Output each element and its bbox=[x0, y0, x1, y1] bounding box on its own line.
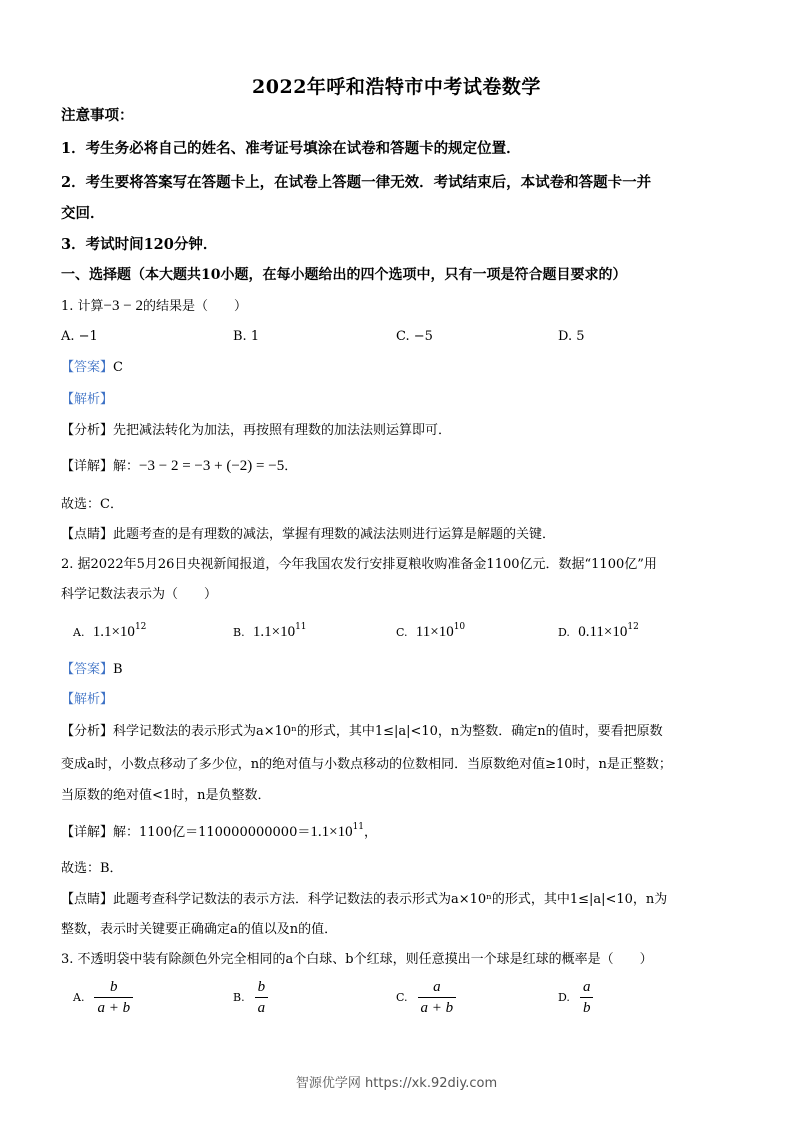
q2-detail-base: 1.1×10 bbox=[310, 824, 353, 840]
q1-fenxi bbox=[61, 422, 732, 440]
q1-stem bbox=[61, 297, 732, 316]
q1-option-b: B. 1 bbox=[233, 329, 260, 344]
q3-option-a-numerator: b bbox=[94, 977, 133, 998]
q1-detail-pre: 解： bbox=[113, 459, 140, 474]
fenxi-label: 【分析】 bbox=[61, 724, 114, 739]
q2-comment-line-1 bbox=[61, 891, 732, 909]
q3-option-a bbox=[73, 977, 133, 1018]
q2-option-a-base: 1.1×10 bbox=[92, 624, 135, 640]
q3-option-c-denominator: a + b bbox=[420, 1000, 454, 1016]
q3-option-d-fraction bbox=[580, 977, 594, 1018]
analysis-label: 【解析】 bbox=[61, 692, 114, 707]
q2-option-d bbox=[558, 624, 639, 641]
q1-answer-value: C bbox=[113, 360, 123, 375]
q2-option-b bbox=[233, 624, 307, 641]
q3-option-b-numerator: b bbox=[255, 977, 269, 998]
comment-label: 【点睛】 bbox=[61, 892, 114, 907]
q2-detail-pre: 解：1100亿＝110000000000＝ bbox=[113, 825, 311, 840]
q3-option-a-denominator: a + b bbox=[97, 1000, 131, 1016]
q1-option-c: C. −5 bbox=[396, 329, 433, 344]
detail-label: 【详解】 bbox=[61, 825, 114, 840]
footer-watermark[interactable]: 智源优学网 https://xk.92diy.com bbox=[295, 1076, 498, 1091]
q3-option-a-fraction bbox=[94, 977, 133, 1018]
q2-choose: 故选：B． bbox=[61, 861, 123, 876]
answer-label: 【答案】 bbox=[61, 360, 114, 375]
q3-option-b-fraction bbox=[255, 977, 269, 1018]
q2-option-b-exp: 11 bbox=[295, 622, 307, 632]
q3-option-a-letter: A. bbox=[73, 991, 85, 1004]
section-title: 一、选择题（本大题共10小题，在每小题给出的四个选项中，只有一项是符合题目要求的） bbox=[61, 267, 627, 283]
q2-option-d-letter: D. bbox=[558, 626, 570, 639]
q1-stem-expr: −3 − 2 bbox=[103, 298, 143, 314]
q3-option-d-numerator: a bbox=[580, 977, 594, 998]
q1-detail bbox=[61, 457, 732, 476]
q2-analysis bbox=[61, 691, 732, 709]
q2-stem-line-1: 2. 据2022年5月26日央视新闻报道，今年我国农发行安排夏粮收购准备金1100亿元．数据“1100亿”用 bbox=[61, 557, 657, 572]
notes-heading: 注意事项： bbox=[61, 107, 134, 124]
q2-stem-line-2: 科学记数法表示为（ ） bbox=[61, 587, 218, 602]
q2-fenxi-line-2: 变成a时，小数点移动了多少位，n的绝对值与小数点移动的位数相同．当原数绝对值≥10时，n是正整数； bbox=[61, 757, 672, 772]
q2-comment-text-1: 此题考查科学记数法的表示方法．科学记数法的表示形式为a×10ⁿ的形式，其中1≤|a|<10，n为 bbox=[113, 892, 668, 907]
analysis-label: 【解析】 bbox=[61, 392, 114, 407]
q1-detail-post: ． bbox=[284, 459, 298, 474]
q2-fenxi-line-1 bbox=[61, 723, 732, 741]
q2-option-b-letter: B. bbox=[233, 626, 245, 639]
q1-analysis bbox=[61, 391, 732, 409]
answer-label: 【答案】 bbox=[61, 662, 114, 677]
q3-option-c-fraction bbox=[418, 977, 457, 1018]
q1-comment bbox=[61, 526, 732, 544]
q2-option-a bbox=[73, 624, 146, 641]
q2-detail bbox=[61, 823, 732, 842]
q1-answer bbox=[61, 359, 732, 377]
q3-stem: 3. 不透明袋中装有除颜色外完全相同的a个白球、b个红球，则任意摸出一个球是红球的概率是（ ） bbox=[61, 952, 653, 967]
q3-option-d-denominator: b bbox=[582, 1000, 591, 1016]
q3-option-b bbox=[233, 977, 268, 1018]
q2-option-c bbox=[396, 624, 465, 641]
q2-comment-line-2: 整数，表示时关键要正确确定a的值以及n的值． bbox=[61, 922, 338, 937]
q2-option-a-exp: 12 bbox=[134, 622, 147, 632]
q1-stem-post: 的结果是（ ） bbox=[142, 299, 247, 314]
q2-option-a-letter: A. bbox=[73, 626, 85, 639]
q2-option-c-exp: 10 bbox=[453, 622, 466, 632]
q1-comment-text: 此题考查的是有理数的减法，掌握有理数的减法法则进行运算是解题的关键． bbox=[113, 527, 556, 542]
fenxi-label: 【分析】 bbox=[61, 423, 114, 438]
detail-label: 【详解】 bbox=[61, 459, 114, 474]
q1-option-d: D. 5 bbox=[558, 329, 585, 344]
q3-option-b-letter: B. bbox=[233, 991, 245, 1004]
note-2-line-2: 交回． bbox=[61, 205, 105, 222]
q3-option-c-numerator: a bbox=[418, 977, 457, 998]
q1-choose: 故选：C． bbox=[61, 497, 123, 512]
q2-answer-value: B bbox=[113, 662, 123, 677]
q2-option-c-letter: C. bbox=[396, 626, 408, 639]
q3-option-d bbox=[558, 977, 593, 1018]
q3-option-d-letter: D. bbox=[558, 991, 570, 1004]
q2-option-d-base: 0.11×10 bbox=[578, 624, 628, 640]
q3-option-b-denominator: a bbox=[257, 1000, 266, 1016]
note-2-line-1: 2．考生要将答案写在答题卡上，在试卷上答题一律无效．考试结束后，本试卷和答题卡一并 bbox=[61, 174, 652, 191]
page-title: 2022年呼和浩特市中考试卷数学 bbox=[252, 76, 541, 98]
q1-option-a: A. −1 bbox=[61, 329, 98, 344]
q3-option-c-letter: C. bbox=[396, 991, 408, 1004]
q2-option-b-base: 1.1×10 bbox=[252, 624, 296, 640]
q2-answer bbox=[61, 661, 732, 679]
note-1: 1．考生务必将自己的姓名、准考证号填涂在试卷和答题卡的规定位置． bbox=[61, 140, 521, 157]
note-3: 3．考试时间120分钟． bbox=[61, 236, 218, 253]
q1-stem-pre: 1. 计算 bbox=[61, 299, 104, 314]
q2-fenxi-text-1: 科学记数法的表示形式为a×10ⁿ的形式，其中1≤|a|<10，n为整数．确定n的值时，要看把原数 bbox=[113, 724, 663, 739]
q3-option-c bbox=[396, 977, 456, 1018]
q2-detail-post: ， bbox=[364, 825, 378, 840]
q2-option-d-exp: 12 bbox=[627, 622, 639, 632]
q2-fenxi-line-3: 当原数的绝对值<1时，n是负整数． bbox=[61, 788, 271, 803]
comment-label: 【点睛】 bbox=[61, 527, 114, 542]
q1-fenxi-text: 先把减法转化为加法，再按照有理数的加法法则运算即可． bbox=[113, 423, 452, 438]
q2-detail-exp: 11 bbox=[352, 822, 365, 832]
q2-option-c-base: 11×10 bbox=[415, 624, 454, 640]
q1-detail-expr: −3 − 2 = −3 + (−2) = −5 bbox=[139, 458, 285, 474]
